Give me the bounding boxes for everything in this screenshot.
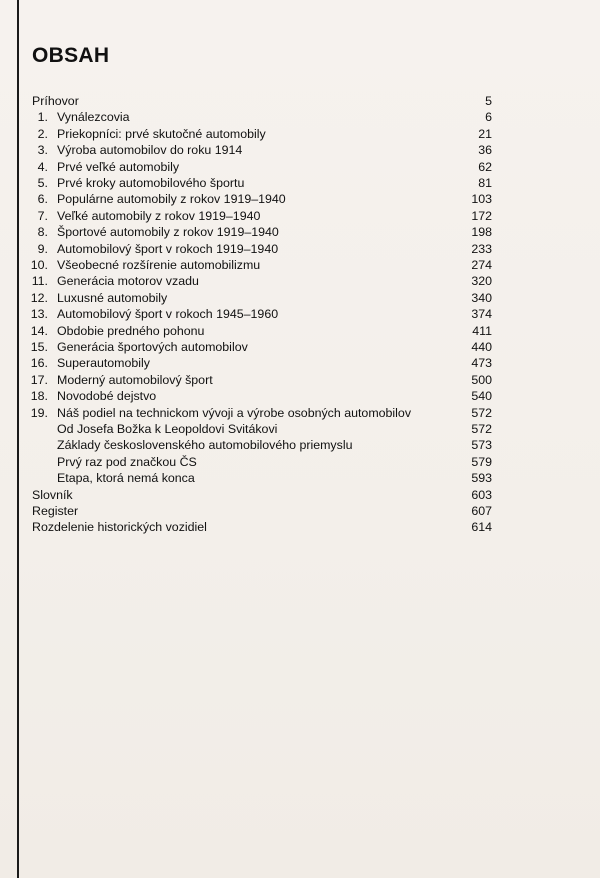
toc-entry-title: Prvé veľké automobily bbox=[57, 159, 180, 174]
toc-entry-page: 103 bbox=[471, 192, 492, 207]
toc-entry-page: 603 bbox=[471, 487, 492, 502]
toc-entry bbox=[0, 257, 600, 273]
toc-entry bbox=[0, 454, 600, 470]
toc-entry-page: 573 bbox=[471, 438, 492, 453]
toc-entry-title: Generácia športových automobilov bbox=[57, 340, 248, 354]
toc-entry bbox=[0, 405, 600, 421]
toc-entry-page: 540 bbox=[471, 389, 492, 404]
toc-entry-title: Generácia motorov vzadu bbox=[57, 274, 199, 289]
toc-entry bbox=[0, 93, 600, 109]
toc-entry-title: Športové automobily z rokov 1919–1940 bbox=[57, 225, 279, 240]
toc-entry-title: Základy československého automobilového priemyslu bbox=[57, 438, 353, 453]
toc-entry-page: 21 bbox=[478, 126, 492, 141]
toc-entry-title: Rozdelenie historických vozidiel bbox=[32, 520, 207, 535]
toc-entry-number: 15. bbox=[30, 340, 48, 354]
toc-entry-title: Etapa, ktorá nemá konca bbox=[57, 471, 195, 486]
toc-entry-page: 500 bbox=[471, 372, 492, 387]
toc-entry bbox=[0, 323, 600, 339]
toc-entry bbox=[0, 487, 600, 503]
toc-entry-title: Všeobecné rozšírenie automobilizmu bbox=[57, 258, 261, 272]
toc-entry bbox=[0, 421, 600, 437]
toc-entry-page: 81 bbox=[478, 176, 492, 190]
toc-entry-title: Náš podiel na technickom vývoji a výrobe osobných automobilov bbox=[57, 405, 412, 420]
toc-entry bbox=[0, 372, 600, 388]
toc-entry bbox=[0, 355, 600, 371]
toc-entry bbox=[0, 175, 600, 191]
toc-entry bbox=[0, 388, 600, 404]
toc-entry-number: 2. bbox=[37, 126, 48, 141]
toc-entry-title: Prvé kroky automobilového športu bbox=[57, 176, 245, 190]
page-title: OBSAH bbox=[32, 44, 110, 67]
toc-entry bbox=[0, 241, 600, 257]
toc-entry-page: 579 bbox=[471, 454, 492, 469]
toc-entry-title: Superautomobily bbox=[57, 356, 150, 371]
toc-entry-page: 607 bbox=[471, 504, 492, 518]
toc-entry bbox=[0, 503, 600, 519]
toc-entry-title: Register bbox=[32, 504, 79, 518]
toc-entry-page: 233 bbox=[471, 241, 492, 256]
toc-entry-page: 198 bbox=[471, 225, 492, 240]
toc-entry bbox=[0, 109, 600, 125]
toc-entry-number: 5. bbox=[37, 176, 48, 190]
toc-entry-number: 12. bbox=[30, 290, 48, 305]
toc-entry-number: 6. bbox=[37, 192, 48, 207]
toc-entry-title: Automobilový šport v rokoch 1919–1940 bbox=[57, 241, 279, 256]
toc-entry-title: Priekopníci: prvé skutočné automobily bbox=[57, 126, 266, 141]
toc-entry-page: 320 bbox=[471, 274, 492, 289]
toc-entry-number: 18. bbox=[30, 389, 48, 404]
toc-entry-number: 3. bbox=[37, 143, 48, 158]
toc-entry bbox=[0, 142, 600, 158]
toc-entry-page: 6 bbox=[485, 110, 492, 125]
toc-entry-number: 7. bbox=[37, 208, 48, 223]
toc-entry-title: Luxusné automobily bbox=[57, 290, 168, 305]
toc-entry-title: Moderný automobilový šport bbox=[57, 372, 213, 387]
toc-entry bbox=[0, 208, 600, 224]
toc-entry-page: 440 bbox=[471, 340, 492, 354]
toc-entry-title: Automobilový šport v rokoch 1945–1960 bbox=[57, 307, 279, 322]
toc-entry-page: 572 bbox=[471, 422, 492, 436]
toc-entry-number: 13. bbox=[30, 307, 48, 322]
toc-entry bbox=[0, 306, 600, 322]
toc-entry-title: Príhovor bbox=[32, 94, 79, 108]
toc-entry-title: Od Josefa Božka k Leopoldovi Svitákovi bbox=[57, 422, 278, 436]
toc-entry bbox=[0, 159, 600, 175]
toc-entry bbox=[0, 273, 600, 289]
toc-entry-title: Novodobé dejstvo bbox=[57, 389, 157, 404]
toc-entry-page: 172 bbox=[471, 208, 492, 223]
toc-entry bbox=[0, 126, 600, 142]
toc-entry-number: 11. bbox=[31, 274, 48, 289]
toc-entry-number: 19. bbox=[30, 405, 48, 420]
toc-entry-title: Vynálezcovia bbox=[57, 110, 130, 125]
toc-entry-page: 5 bbox=[485, 94, 492, 108]
toc-entry bbox=[0, 224, 600, 240]
toc-entry-title: Veľké automobily z rokov 1919–1940 bbox=[57, 208, 261, 223]
toc-entry-page: 36 bbox=[478, 143, 492, 158]
toc-entry-page: 62 bbox=[478, 159, 492, 174]
toc-entry bbox=[0, 339, 600, 355]
toc-entry-page: 614 bbox=[471, 520, 492, 535]
toc-entry-number: 9. bbox=[37, 241, 48, 256]
toc-entry bbox=[0, 191, 600, 207]
toc-entry bbox=[0, 290, 600, 306]
toc-entry-number: 16. bbox=[30, 356, 48, 371]
toc-entry-page: 572 bbox=[471, 405, 492, 420]
toc-entry-title: Obdobie predného pohonu bbox=[57, 323, 205, 338]
toc-entry-page: 593 bbox=[471, 471, 492, 486]
toc-entry bbox=[0, 519, 600, 535]
toc-entry-number: 10. bbox=[30, 258, 48, 272]
toc-entry-number: 1. bbox=[37, 110, 48, 125]
toc-entry-page: 274 bbox=[471, 258, 492, 272]
toc-entry-page: 374 bbox=[471, 307, 492, 322]
toc-entry bbox=[0, 437, 600, 453]
toc-entry-number: 4. bbox=[37, 159, 48, 174]
toc-entry-title: Slovník bbox=[32, 487, 73, 502]
toc-entry-title: Populárne automobily z rokov 1919–1940 bbox=[57, 192, 286, 207]
toc-entry bbox=[0, 470, 600, 486]
toc-entry-number: 17. bbox=[30, 372, 48, 387]
toc-entry-number: 8. bbox=[37, 225, 48, 240]
toc-entry-title: Prvý raz pod značkou ČS bbox=[57, 454, 197, 469]
toc-entry-number: 14. bbox=[30, 323, 48, 338]
toc-entry-page: 340 bbox=[471, 290, 492, 305]
toc-entry-page: 473 bbox=[471, 356, 492, 371]
toc-entry-page: 411 bbox=[472, 323, 492, 338]
toc-entry-title: Výroba automobilov do roku 1914 bbox=[57, 143, 243, 158]
